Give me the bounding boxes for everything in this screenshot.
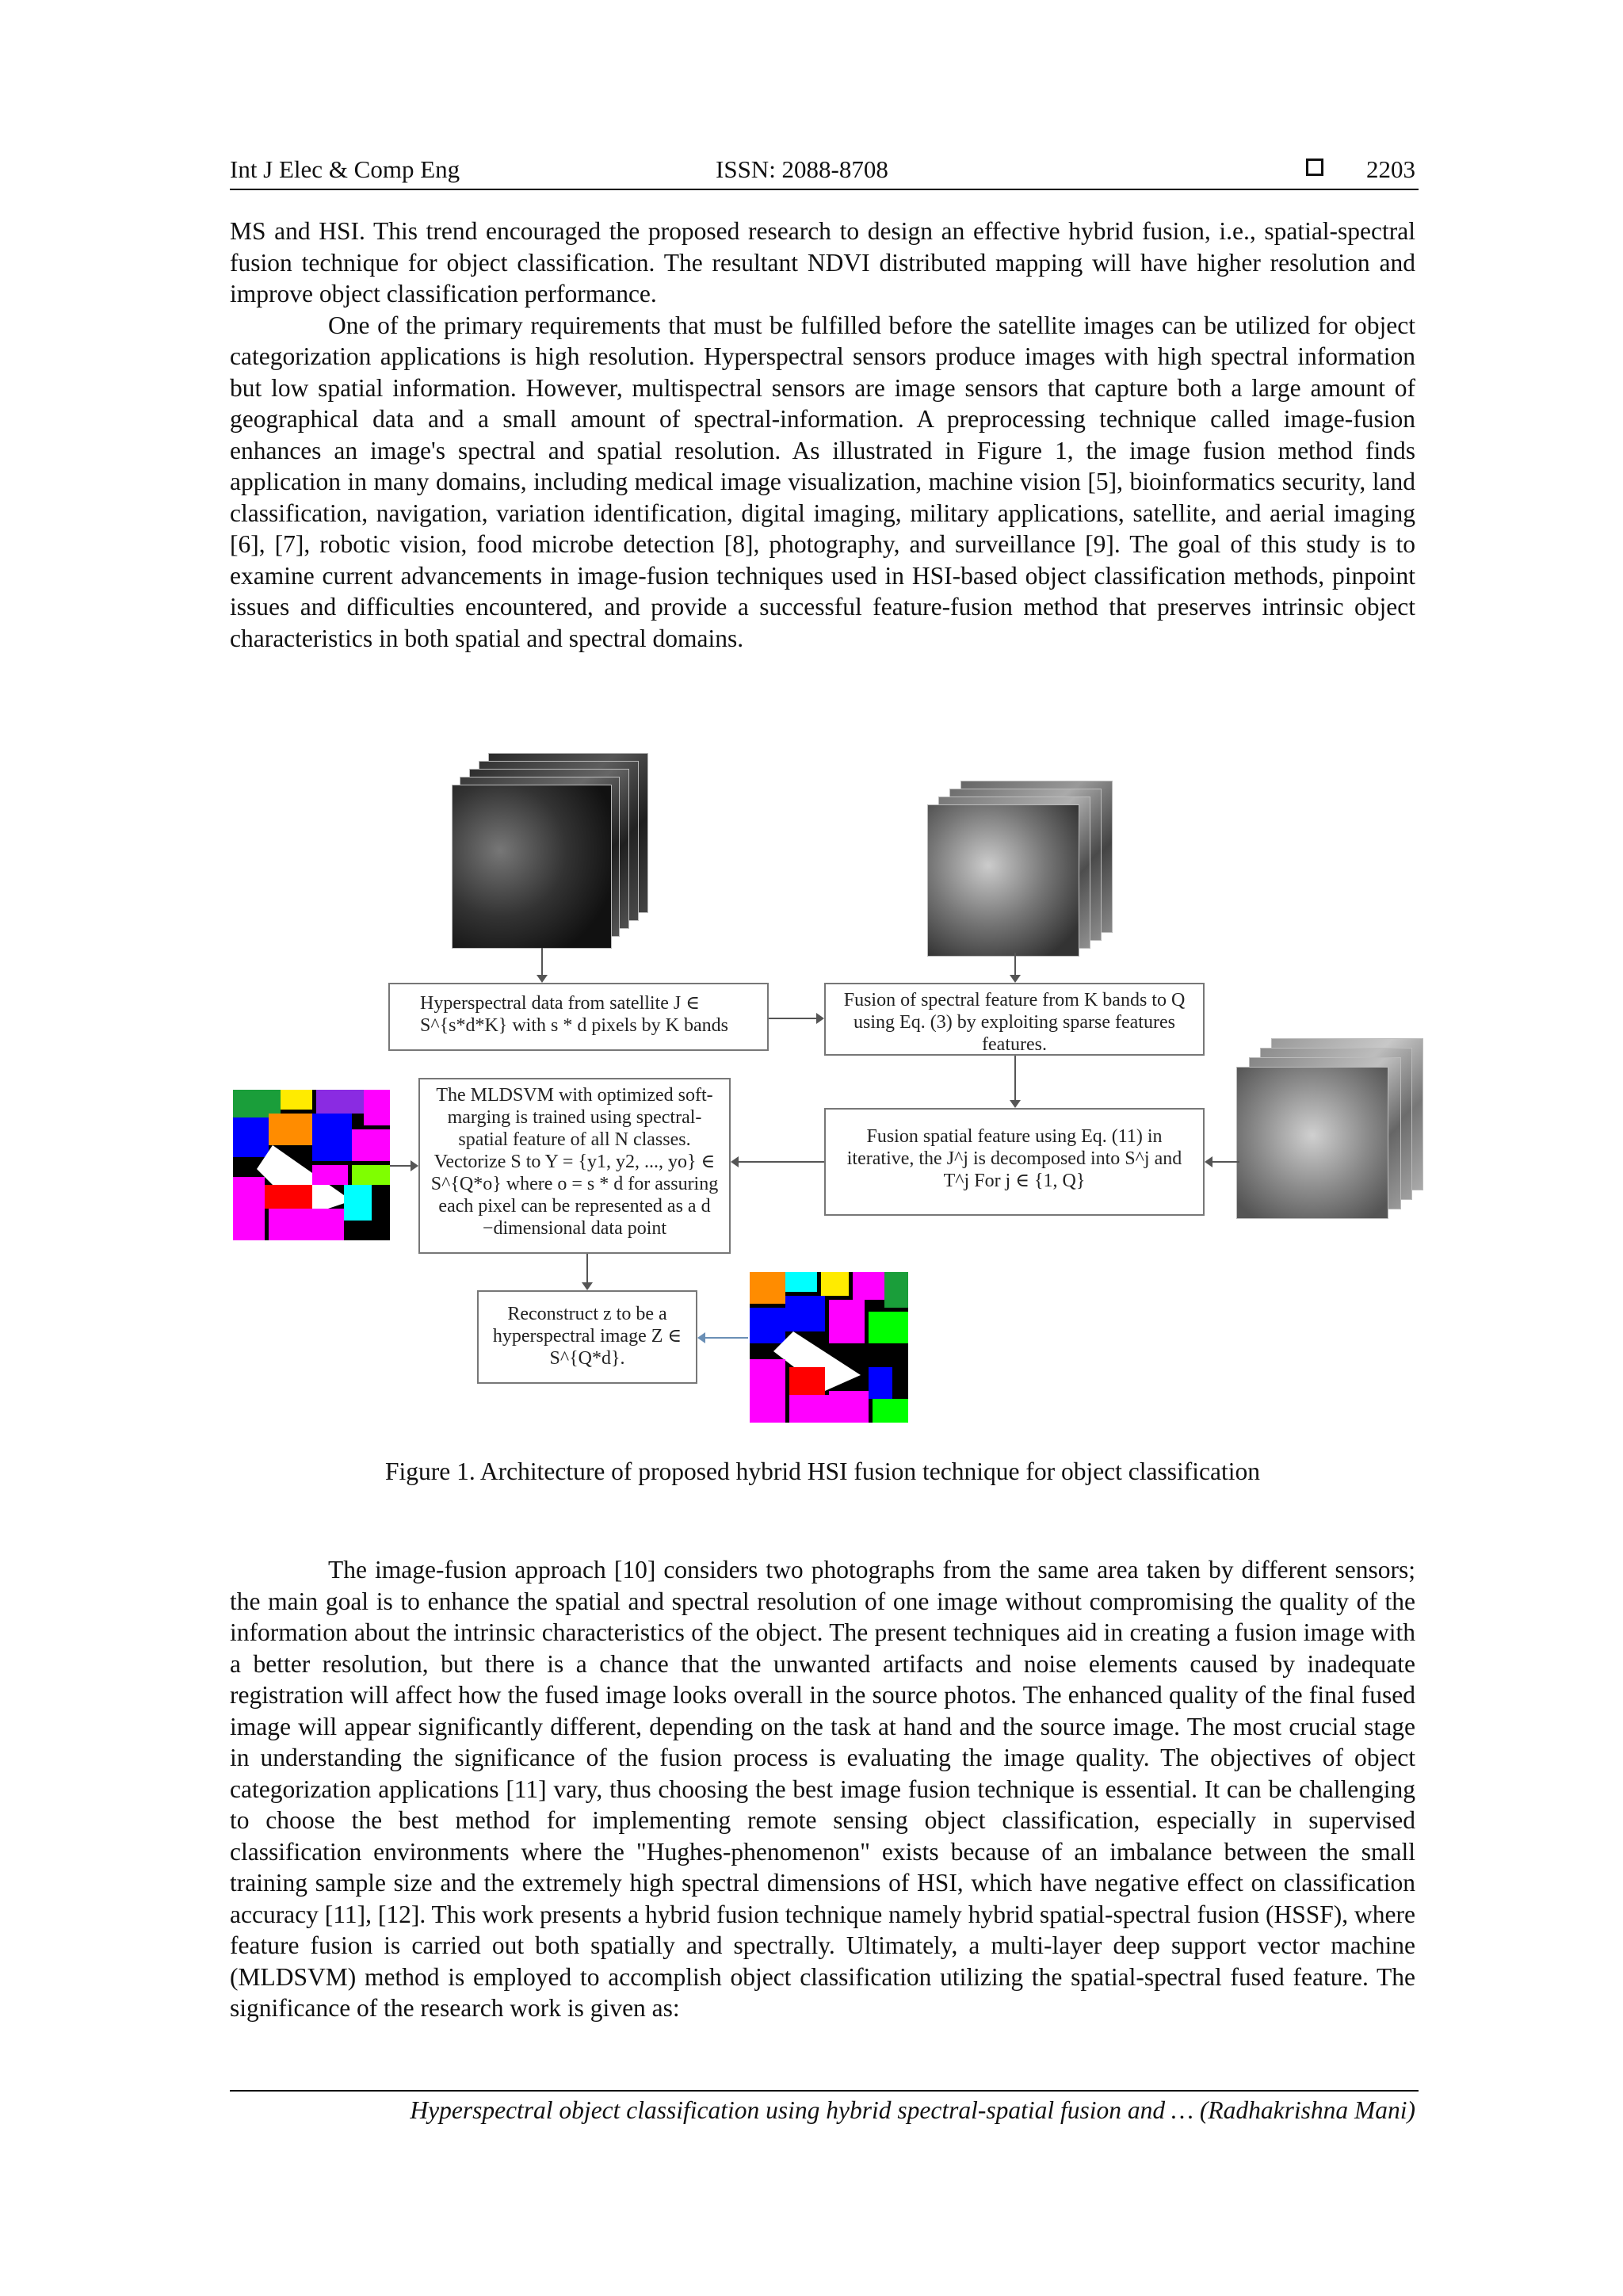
classification-map-left xyxy=(233,1090,390,1240)
box-hyperspectral-data xyxy=(388,983,769,1051)
box-spatial-fusion xyxy=(824,1108,1205,1216)
paragraph: MS and HSI. This trend encouraged the proposed research to design an effective hybrid fusion, i.e., spatial-spectral fusion technique for object classification. The resultant NDVI distributed mapping will have higher resolution and improve object classification performance. xyxy=(230,217,1415,308)
figure-1 xyxy=(230,753,1426,1427)
box-mldsvm-training-text: The MLDSVM with optimized soft-marging is trained using spectral-spatial feature of all N classes. Vectorize S to Y = {y1, y2, ..., yo} ∈ S^{Q*o} where o = s * d for assuring each pixel can be represented as a d −dimensional data point xyxy=(430,1085,719,1239)
box-hyperspectral-data-text: Hyperspectral data from satellite J ∈ S^{s*d*K} with s * d pixels by K bands xyxy=(420,993,728,1036)
spatial-fused-image xyxy=(1236,1038,1426,1228)
box-spectral-fusion-text: Fusion of spectral feature from K bands to Q using Eq. (3) by exploiting sparse features features. xyxy=(843,990,1186,1055)
box-mldsvm-training xyxy=(418,1078,731,1254)
square-bullet-icon xyxy=(1306,159,1323,176)
spectral-fused-image xyxy=(927,781,1125,963)
paragraph: The image-fusion approach [10] considers two photographs from the same area taken by different sensors; the main goal is to enhance the spatial and spectral resolution of one image without compromising the quality of the information about the intrinsic characteristics of the object. The present techniques aid in creating a fusion image with a better resolution, but there is a chance that the unwanted artifacts and noise elements caused by inadequate registration will affect how the fused image looks overall in the source photos. The enhanced quality of the final fused image will appear significantly different, depending on the task at hand and the source image. The most crucial stage in understanding the significance of the fusion process is evaluating the image quality. The objectives of object categorization applications [11] vary, thus choosing the best image fusion technique is essential. It can be challenging to choose the best method for implementing remote sensing object classification, especially in supervised classification environments where the "Hughes-phenomenon" exists because of an imbalance between the small training sample size and the extremely high spectral dimensions of HSI, which have negative effect on classification accuracy [11], [12]. This work presents a hybrid fusion technique namely hybrid spatial-spectral fusion (HSSF), where feature fusion is carried out both spatially and spectrally. Ultimately, a multi-layer deep support vector machine (MLDSVM) method is employed to accomplish object classification utilizing the spatial-spectral fused feature. The significance of the research work is given as: xyxy=(230,1556,1415,2022)
page-number: 2203 xyxy=(1366,155,1415,183)
box-spectral-fusion xyxy=(824,983,1205,1056)
journal-name: Int J Elec & Comp Eng xyxy=(230,155,460,183)
box-spatial-fusion-text: Fusion spatial feature using Eq. (11) in iterative, the J^j is decomposed into S^j and T^j For j ∈ {1, Q} xyxy=(846,1126,1182,1191)
running-title: Hyperspectral object classification using hybrid spectral-spatial fusion and … (Radhakrishna Mani) xyxy=(410,2096,1415,2124)
box-reconstruct xyxy=(477,1290,697,1384)
figure-caption: Figure 1. Architecture of proposed hybrid HSI fusion technique for object classification xyxy=(385,1457,1260,1485)
body-text-bottom xyxy=(230,1554,1415,2024)
page-footer xyxy=(230,2090,1419,2124)
body-text-top xyxy=(230,216,1415,654)
issn: ISSN: 2088-8708 xyxy=(716,155,888,183)
box-reconstruct-text: Reconstruct z to be a hyperspectral image Z ∈ S^{Q*d}. xyxy=(492,1304,682,1369)
classification-map-bottom xyxy=(750,1272,908,1423)
hyperspectral-cube-image xyxy=(452,753,650,951)
page-header xyxy=(230,155,1419,190)
paragraph: One of the primary requirements that must be fulfilled before the satellite images can be utilized for object categorization applications is high resolution. Hyperspectral sensors produce images with high spectral information but low spatial information. However, multispectral sensors are image sensors that capture both a large amount of geographical data and a small amount of spectral-information. A preprocessing technique called image-fusion enhances an image's spectral and spatial resolution. As illustrated in Figure 1, the image fusion method finds application in many domains, including medical image visualization, machine vision [5], bioinformatics security, land classification, navigation, variation identification, digital imaging, military applications, satellite, and aerial imaging [6], [7], robotic vision, food microbe detection [8], photography, and surveillance [9]. The goal of this study is to examine current advancements in image-fusion techniques used in HSI-based object classification methods, pinpoint issues and difficulties encountered, and provide a successful feature-fusion method that preserves intrinsic object characteristics in both spatial and spectral domains. xyxy=(230,311,1415,652)
